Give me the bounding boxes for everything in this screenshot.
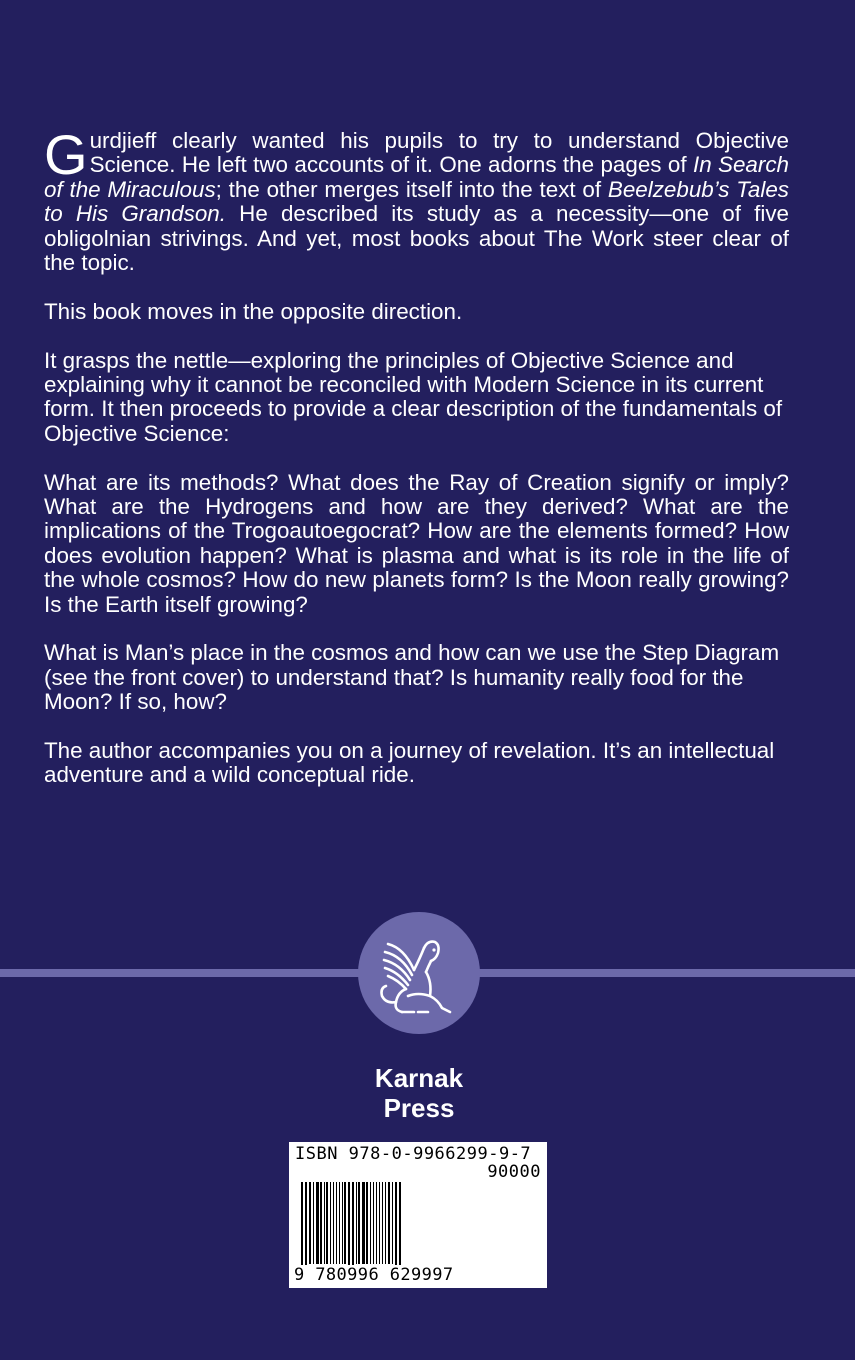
barcode-bar <box>339 1182 340 1264</box>
blurb-paragraph-1 <box>44 123 789 276</box>
barcode-bar <box>362 1182 365 1264</box>
isbn-barcode <box>289 1142 547 1288</box>
barcode-bar <box>301 1182 303 1270</box>
blurb-paragraph-3: It grasps the nettle—exploring the principles of Objective Science and explaining why it cannot be reconciled with Modern Science in its current form. It then proceeds to provide a clear description of the fundamentals of Objective Science: <box>44 347 783 446</box>
barcode-bar <box>399 1182 401 1270</box>
barcode-bar <box>313 1182 314 1264</box>
blurb-text: ; the other merges itself into the text of <box>215 176 608 202</box>
barcode-bar <box>309 1182 311 1264</box>
barcode-bar <box>379 1182 380 1264</box>
blurb-text: urdjieff clearly wanted his pupils to try to understand Objective Science. He left two accounts of it. One adorns the pages of <box>89 128 789 178</box>
barcode-bar <box>320 1182 322 1264</box>
book-title-in-search: In Search of the Miraculous <box>44 152 789 202</box>
winged-sphinx-icon <box>358 912 480 1034</box>
barcode-bar <box>373 1182 374 1264</box>
barcode-bar <box>366 1182 368 1264</box>
barcode-bar <box>316 1182 319 1264</box>
book-title-beelzebub: Beelzebub’s Tales to His Grandson. <box>44 176 789 227</box>
blurb-paragraph-4: What are its methods? What does the Ray of Creation signify or imply? What are the Hydrogens and how are they derived? What are the implications of the Trogoautoegocrat? How are the elements formed? How does evolution happen? What is plasma and what is its role in the life of the whole cosmos? How do new planets form? Is the Moon really growing? Is the Earth itself growing? <box>44 469 789 617</box>
barcode-bar <box>370 1182 371 1264</box>
blurb-paragraph-5: What is Man’s place in the cosmos and how can we use the Step Diagram (see the front cover) to understand that? Is humanity really food for the Moon? If so, how? <box>44 640 780 715</box>
barcode-bar <box>392 1182 393 1264</box>
publisher-name-line-2: Press <box>383 1093 455 1123</box>
barcode-bar <box>395 1182 397 1270</box>
barcode-bar <box>382 1182 383 1264</box>
barcode-bar <box>326 1182 328 1264</box>
barcode-bar <box>356 1182 357 1264</box>
barcode-bar <box>348 1182 350 1270</box>
barcode-bar <box>385 1182 386 1264</box>
barcode-bar <box>333 1182 334 1264</box>
barcode-bar <box>336 1182 337 1264</box>
barcode-bar <box>330 1182 331 1264</box>
barcode-bar <box>324 1182 325 1264</box>
back-cover-blurb <box>44 123 789 812</box>
barcode-bar <box>352 1182 354 1270</box>
barcode-bar <box>376 1182 377 1264</box>
publisher-name-line-1: Karnak <box>374 1063 464 1093</box>
blurb-text: He described its study as a necessity—one of five obligolnian strivings. And yet, most books about The Work steer clear of the topic. <box>44 201 789 276</box>
barcode-bar <box>305 1182 307 1270</box>
price-code: 90000 <box>487 1162 541 1182</box>
barcode-bar <box>342 1182 343 1264</box>
blurb-paragraph-6: The author accompanies you on a journey of revelation. It’s an intellectual adventure and a wild conceptual ride. <box>44 738 775 788</box>
isbn-label: ISBN 978-0-9966299-9-7 <box>295 1144 532 1164</box>
barcode-bar <box>388 1182 390 1264</box>
ean-digits: 9 780996 629997 <box>294 1265 454 1285</box>
drop-cap: G <box>44 123 88 186</box>
publisher-name <box>0 1063 838 1123</box>
barcode-bar <box>358 1182 360 1264</box>
blurb-paragraph-2: This book moves in the opposite direction. <box>44 298 463 324</box>
publisher-logo <box>358 912 480 1034</box>
barcode-bar <box>344 1182 346 1264</box>
